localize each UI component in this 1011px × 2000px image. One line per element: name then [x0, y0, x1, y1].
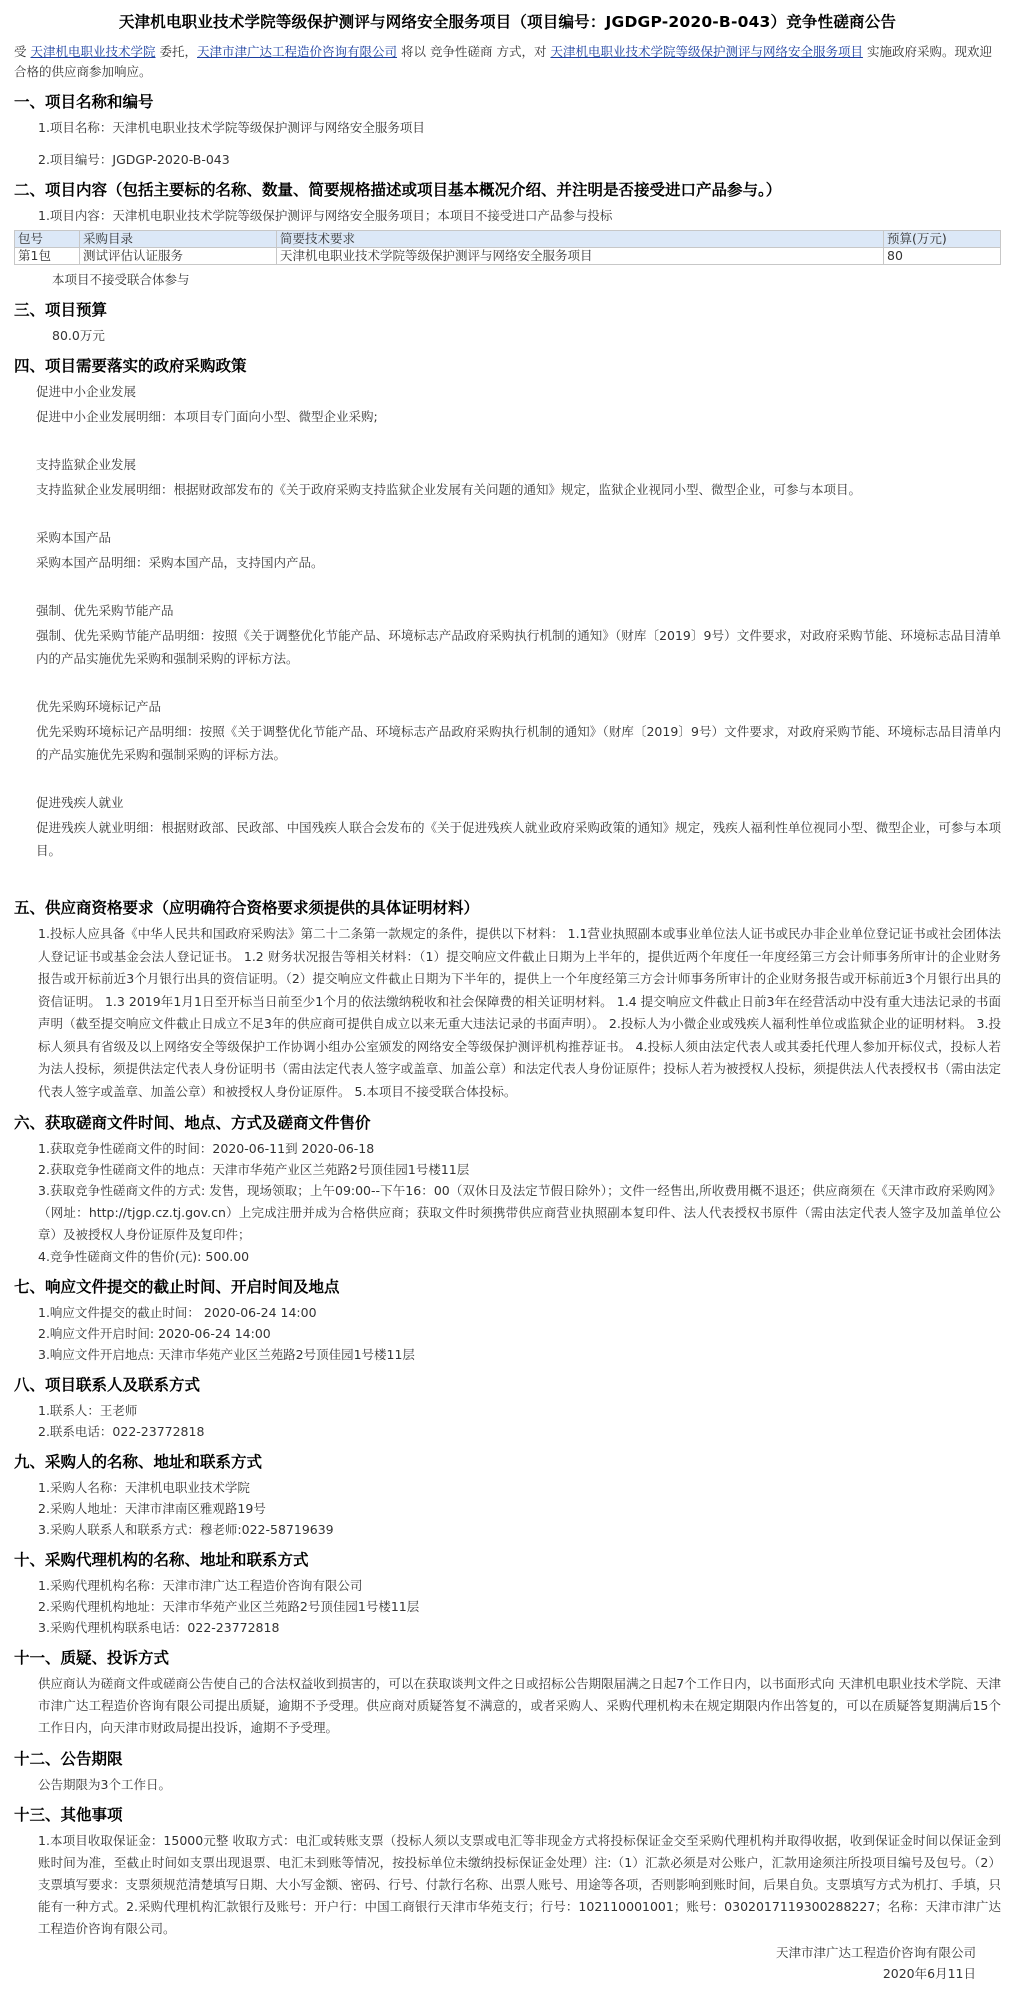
other-matters-body: 1.本项目收取保证金：15000元整 收取方式：电汇或转账支票（投标人须以支票或电汇等非现金方式将投标保证金交至采购代理机构并取得收据，收到保证金时间以保证金到账时间为准，至截止时间如支票出现退票、电汇未到账等情况，按投标单位未缴纳投标保证金处理）注:（1）汇款必须是对公账户，汇款用途须注所投项目编号及包号。（2）支票填写要求：支票须规范清楚填写日期、大小写金额、密码、行号、付款行名称、出票人账号、用途等各项，否则影响到账时间，后果自负。支票填写方式为机打、手填，只能有一种方式。2.采购代理机构汇款银行及账号：开户行：中国工商银行天津市华苑支行；行号：102110001001；账号：0302017119300288227；名称：天津市津广达工程造价咨询有限公司。: [38, 1833, 1001, 1936]
section-8-title: 八、项目联系人及联系方式: [14, 1376, 201, 1394]
policy-body: 支持监狱企业发展明细：根据财政部发布的《关于政府采购支持监狱企业发展有关问题的通知》规定，监狱企业视同小型、微型企业，可参与本项目。: [36, 482, 862, 497]
section-7-line: 3.响应文件开启地点: 天津市华苑产业区兰苑路2号顶佳园1号楼11层: [38, 1347, 415, 1362]
section-1-line: 1.项目名称：天津机电职业技术学院等级保护测评与网络安全服务项目: [38, 120, 425, 135]
section-6-line: 3.获取竞争性磋商文件的方式: 发售，现场领取；上午09:00--下午16：00（双休日及法定节假日除外）；文件一经售出,所收费用概不退还；供应商须在《天津市政府采购网》（网址：http://tjgp.cz.tj.gov.cn）上完成注册并成为合格供应商；获取文件时须携带供应商营业执照副本复印件、法人代表授权书原件（需由法定代表人签字及加盖单位公章）及被授权人身份证原件及复印件；: [38, 1183, 1001, 1242]
intro-text-2: 委托，: [159, 44, 198, 59]
signature-block: [776, 1942, 976, 1984]
policy-head: 采购本国产品: [36, 530, 112, 545]
policy-body: 采购本国产品明细：采购本国产品，支持国内产品。: [36, 555, 324, 570]
agency-link[interactable]: 天津市津广达工程造价咨询有限公司: [197, 44, 398, 59]
intro-paragraph: [14, 42, 1001, 82]
policy-body: 强制、优先采购节能产品明细：按照《关于调整优化节能产品、环境标志产品政府采购执行机制的通知》（财库〔2019〕9号）文件要求，对政府采购节能、环境标志品目清单内的产品实施优先采购和强制采购的评标方法。: [36, 628, 1001, 666]
section-3-title: 三、项目预算: [14, 301, 108, 319]
policy-body: 优先采购环境标记产品明细：按照《关于调整优化节能产品、环境标志产品政府采购执行机制的通知》（财库〔2019〕9号）文件要求，对政府采购节能、环境标志品目清单内的产品实施优先采购和强制采购的评标方法。: [36, 724, 1001, 762]
section-9-line: 3.采购人联系人和联系方式：穆老师:022-58719639: [38, 1522, 334, 1537]
section-6-line: 4.竞争性磋商文件的售价(元): 500.00: [38, 1249, 250, 1264]
policy-head: 支持监狱企业发展: [36, 457, 137, 472]
section-2-line: 1.项目内容：天津机电职业技术学院等级保护测评与网络安全服务项目；本项目不接受进口产品参与投标: [38, 208, 613, 223]
section-10-title: 十、采购代理机构的名称、地址和联系方式: [14, 1551, 309, 1569]
section-2-note: 本项目不接受联合体参与: [52, 272, 190, 287]
intro-text-4: 实施政府采购。现欢迎合格的供应商参加响应。: [14, 44, 992, 79]
purchaser-link[interactable]: 天津机电职业技术学院: [30, 44, 156, 59]
qualification-body: 1.投标人应具备《中华人民共和国政府采购法》第二十二条第一款规定的条件，提供以下材料： 1.1营业执照副本或事业单位法人证书或民办非企业单位登记证书或社会团体法人登记证书或基金会法人登记证书。 1.2 财务状况报告等相关材料：（1）提交响应文件截止日期为上半年的，提供近两个年度任一年度经第三方会计师事务所审计的企业财务报告或开标前近3个月银行出具的资信证明。（2）提交响应文件截止日期为下半年的，提供上一个年度经第三方会计师事务所审计的企业财务报告或开标前近3个月银行出具的资信证明。 1.3 2019年1月1日至开标当日前至少1个月的依法缴纳税收和社会保障费的相关证明材料。 1.4 提交响应文件截止日前3年在经营活动中没有重大违法记录的书面声明（截至提交响应文件截止日成立不足3年的供应商可提供自成立以来无重大违法记录的书面声明）。 2.投标人为小微企业或残疾人福利性单位或监狱企业的证明材料。 3.投标人须具有省级及以上网络安全等级保护工作协调小组办公室颁发的网络安全等级保护测评机构推荐证书。 4.投标人须由法定代表人或其委托代理人参加开标仪式，投标人若为法人投标，须提供法定代表人身份证明书（需由法定代表人签字或盖章、加盖公章）和法定代表人身份证原件；投标人若为被授权人投标，须提供法人代表授权书（需由法定代表人签字或盖章、加盖公章）和被授权人身份证原件。 5.本项目不接受联合体投标。: [38, 926, 1001, 1099]
section-1-line: 2.项目编号：JGDGP-2020-B-043: [38, 152, 230, 167]
section-10-line: 3.采购代理机构联系电话：022-23772818: [38, 1620, 280, 1635]
section-8-line: 2.联系电话：022-23772818: [38, 1424, 205, 1439]
table-header-cell: 预算(万元): [884, 231, 1001, 248]
section-6-title: 六、获取磋商文件时间、地点、方式及磋商文件售价: [14, 1114, 371, 1132]
package-table: [14, 230, 1001, 265]
section-10-line: 2.采购代理机构地址：天津市华苑产业区兰苑路2号顶佳园1号楼11层: [38, 1599, 420, 1614]
section-5-title: 五、供应商资格要求（应明确符合资格要求须提供的具体证明材料）: [14, 899, 480, 917]
signature-org: 天津市津广达工程造价咨询有限公司: [775, 1945, 976, 1960]
section-2-title: 二、项目内容（包括主要标的名称、数量、简要规格描述或项目基本概况介绍、并注明是否接受进口产品参与。）: [14, 181, 782, 199]
table-cell: 测试评估认证服务: [80, 248, 277, 265]
policy-head: 促进中小企业发展: [36, 384, 137, 399]
table-header-cell: 采购目录: [80, 231, 277, 248]
signature-date: 2020年6月11日: [882, 1966, 976, 1981]
page-title: 天津机电职业技术学院等级保护测评与网络安全服务项目（项目编号：JGDGP-2020-B-043）竞争性磋商公告: [118, 13, 897, 31]
section-6-line: 2.获取竞争性磋商文件的地点：天津市华苑产业区兰苑路2号顶佳园1号楼11层: [38, 1162, 470, 1177]
section-11-title: 十一、质疑、投诉方式: [14, 1649, 170, 1667]
section-9-title: 九、采购人的名称、地址和联系方式: [14, 1453, 263, 1471]
policy-body: 促进残疾人就业明细：根据财政部、民政部、中国残疾人联合会发布的《关于促进残疾人就业政府采购政策的通知》规定，残疾人福利性单位视同小型、微型企业，可参与本项目。: [36, 820, 1001, 858]
table-cell: 80: [884, 248, 1001, 265]
intro-text-3: 将以 竞争性磋商 方式，对: [401, 44, 547, 59]
complaint-body: 供应商认为磋商文件或磋商公告使自己的合法权益收到损害的，可以在获取谈判文件之日或招标公告期限届满之日起7个工作日内，以书面形式向 天津机电职业技术学院、天津市津广达工程造价咨询有限公司提出质疑，逾期不予受理。供应商对质疑答复不满意的，或者采购人、采购代理机构未在规定期限内作出答复的，可以在质疑答复期满后15个工作日内，向天津市财政局提出投诉，逾期不予受理。: [38, 1676, 1001, 1735]
section-8-line: 1.联系人：王老师: [38, 1403, 138, 1418]
section-10-line: 1.采购代理机构名称：天津市津广达工程造价咨询有限公司: [38, 1578, 363, 1593]
section-13-title: 十三、其他事项: [14, 1806, 123, 1824]
policy-body: 促进中小企业发展明细：本项目专门面向小型、微型企业采购;: [36, 409, 378, 424]
project-link[interactable]: 天津机电职业技术学院等级保护测评与网络安全服务项目: [550, 44, 863, 59]
policy-head: 强制、优先采购节能产品: [36, 603, 174, 618]
section-12-title: 十二、公告期限: [14, 1750, 123, 1768]
table-row: [15, 248, 1001, 265]
section-7-line: 1.响应文件提交的截止时间： 2020-06-24 14:00: [38, 1305, 317, 1320]
section-7-line: 2.响应文件开启时间: 2020-06-24 14:00: [38, 1326, 271, 1341]
table-header-row: [15, 231, 1001, 248]
policy-head: 优先采购环境标记产品: [36, 699, 162, 714]
notice-period: 公告期限为3个工作日。: [38, 1777, 171, 1792]
table-header-cell: 简要技术要求: [277, 231, 884, 248]
section-4-title: 四、项目需要落实的政府采购政策: [14, 357, 247, 375]
table-cell: 天津机电职业技术学院等级保护测评与网络安全服务项目: [277, 248, 884, 265]
policy-head: 促进残疾人就业: [36, 795, 124, 810]
section-1-title: 一、项目名称和编号: [14, 93, 154, 111]
section-6-line: 1.获取竞争性磋商文件的时间：2020-06-11到 2020-06-18: [38, 1141, 375, 1156]
budget-amount: 80.0万元: [52, 328, 105, 343]
table-header-cell: 包号: [15, 231, 80, 248]
section-9-line: 2.采购人地址：天津市津南区雅观路19号: [38, 1501, 266, 1516]
table-cell: 第1包: [15, 248, 80, 265]
section-9-line: 1.采购人名称：天津机电职业技术学院: [38, 1480, 250, 1495]
intro-text-1: 受: [14, 44, 27, 59]
section-7-title: 七、响应文件提交的截止时间、开启时间及地点: [14, 1278, 340, 1296]
